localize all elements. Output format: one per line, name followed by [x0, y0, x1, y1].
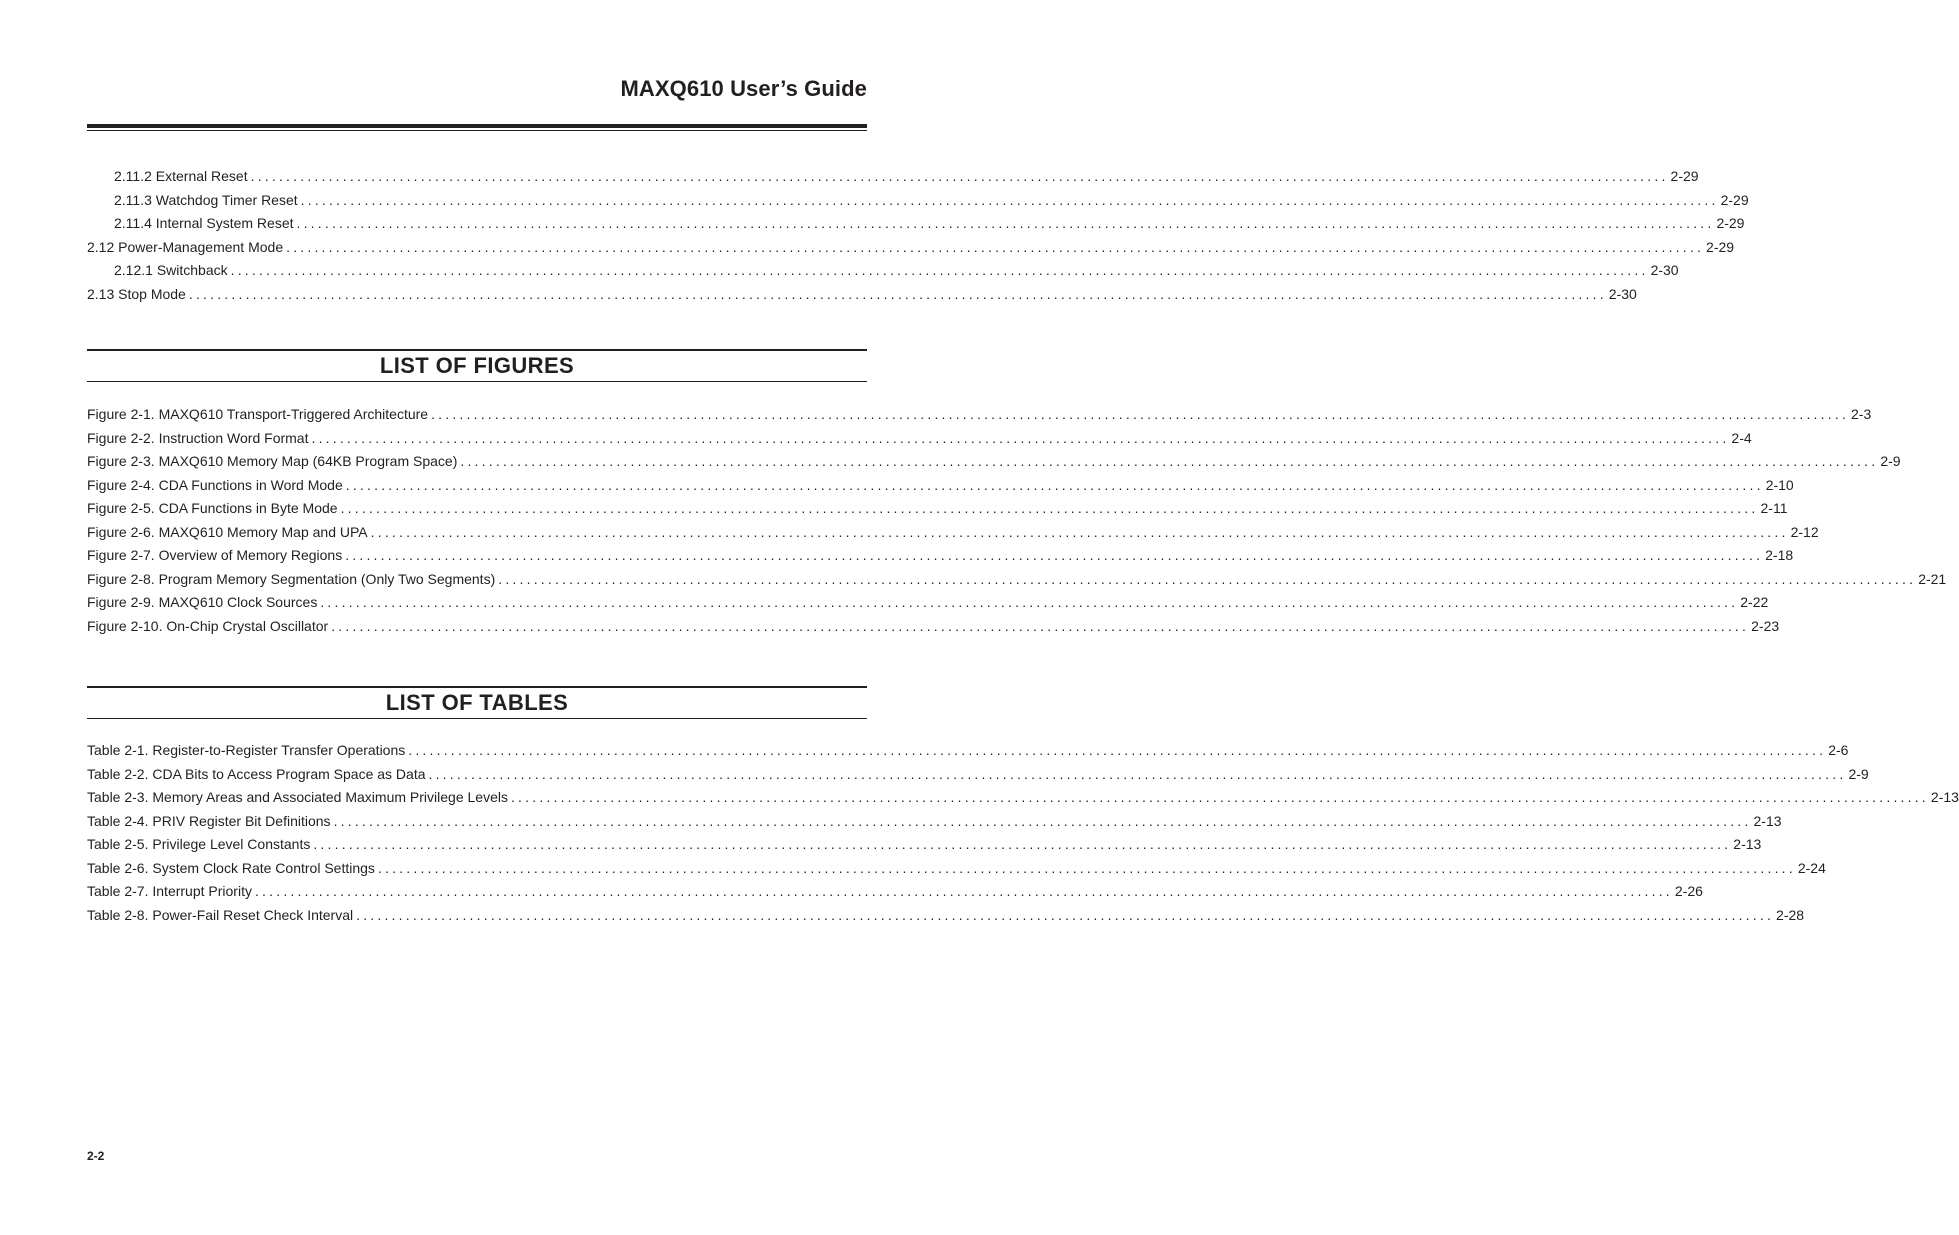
figure-entry-title: Figure 2-6. MAXQ610 Memory Map and UPA: [87, 523, 368, 540]
toc-entry-title: 2.11.4 Internal System Reset: [114, 215, 294, 231]
table-entry-title: Table 2-7. Interrupt Priority: [87, 883, 252, 899]
toc-dot-leader: ........................................................................................................................................................................................................: [313, 836, 1732, 852]
section-title: LIST OF FIGURES: [379, 353, 575, 378]
toc-entry[interactable]: [87, 189, 1749, 213]
toc-dot-leader: ........................................................................................................................................................................................................: [331, 617, 1750, 634]
toc-entry[interactable]: [87, 212, 1745, 236]
figure-entry-title: Figure 2-2. Instruction Word Format: [87, 429, 309, 446]
figure-entry[interactable]: [87, 497, 1788, 521]
list-of-figures-header: [87, 349, 867, 382]
figure-entry[interactable]: [87, 427, 1752, 451]
table-entry-title: Table 2-2. CDA Bits to Access Program Space as Data: [87, 765, 426, 782]
figure-entry-page: 2-12: [1790, 523, 1819, 540]
figure-entry-title: Figure 2-10. On-Chip Crystal Oscillator: [87, 617, 329, 634]
table-entry-title: Table 2-1. Register-to-Register Transfer Operations: [87, 742, 406, 758]
table-entry[interactable]: [87, 739, 1849, 763]
figure-entry-title: Figure 2-3. MAXQ610 Memory Map (64KB Program Space): [87, 453, 458, 469]
toc-entry-title: 2.12.1 Switchback: [114, 262, 228, 278]
list-of-tables-header: [87, 686, 867, 719]
figure-entry[interactable]: [87, 403, 1872, 427]
table-entry-title: Table 2-6. System Clock Rate Control Settings: [87, 859, 375, 876]
toc-dot-leader: ........................................................................................................................................................................................................: [377, 859, 1796, 876]
toc-dot-leader: ........................................................................................................................................................................................................: [296, 215, 1715, 231]
table-entry-title: Table 2-4. PRIV Register Bit Definitions: [87, 812, 331, 829]
figure-entry-page: 2-18: [1765, 547, 1794, 563]
title-rule-thin: [87, 130, 867, 131]
toc-dot-leader: ........................................................................................................................................................................................................: [188, 285, 1607, 302]
table-entry-page: 2-13: [1930, 789, 1959, 805]
title-rule: [87, 124, 867, 128]
toc-entry-page: 2-29: [1716, 215, 1745, 231]
table-entry-page: 2-9: [1848, 765, 1869, 782]
figure-entry[interactable]: [87, 591, 1769, 615]
toc-dot-leader: ........................................................................................................................................................................................................: [345, 476, 1764, 493]
table-entry[interactable]: [87, 810, 1782, 834]
toc-dot-leader: ........................................................................................................................................................................................................: [340, 500, 1759, 516]
figures-list: [87, 403, 1947, 638]
toc-dot-leader: ........................................................................................................................................................................................................: [250, 168, 1669, 184]
toc-entry[interactable]: [87, 283, 1637, 307]
toc-entry-page: 2-30: [1608, 285, 1637, 302]
figure-entry[interactable]: [87, 521, 1819, 545]
figure-entry-title: Figure 2-7. Overview of Memory Regions: [87, 547, 343, 563]
toc-dot-leader: ........................................................................................................................................................................................................: [408, 742, 1827, 758]
toc-entry-page: 2-29: [1720, 191, 1749, 208]
figure-entry-page: 2-21: [1918, 570, 1947, 587]
toc-entry[interactable]: [87, 236, 1735, 260]
table-entry-page: 2-26: [1674, 883, 1703, 899]
toc-dot-leader: ........................................................................................................................................................................................................: [498, 570, 1917, 587]
figure-entry[interactable]: [87, 544, 1794, 568]
table-entry-title: Table 2-3. Memory Areas and Associated Maximum Privilege Levels: [87, 789, 508, 805]
toc-dot-leader: ........................................................................................................................................................................................................: [300, 191, 1719, 208]
toc-entry-page: 2-29: [1706, 238, 1735, 255]
table-entry[interactable]: [87, 763, 1869, 787]
toc-entry-title: 2.11.3 Watchdog Timer Reset: [114, 191, 298, 208]
figure-entry-page: 2-23: [1751, 617, 1780, 634]
toc-entry[interactable]: [87, 259, 1679, 283]
figure-entry-page: 2-3: [1851, 406, 1872, 422]
table-entry[interactable]: [87, 857, 1826, 881]
toc-dot-leader: ........................................................................................................................................................................................................: [286, 238, 1705, 255]
figure-entry-page: 2-9: [1880, 453, 1901, 469]
figure-entry-page: 2-10: [1765, 476, 1794, 493]
tables-list: [87, 739, 1959, 927]
toc-entry-title: 2.12 Power-Management Mode: [87, 238, 284, 255]
toc-dot-leader: ........................................................................................................................................................................................................: [428, 765, 1847, 782]
toc-entry-title: 2.13 Stop Mode: [87, 285, 186, 302]
table-entry[interactable]: [87, 880, 1703, 904]
figure-entry-title: Figure 2-8. Program Memory Segmentation (Only Two Segments): [87, 570, 496, 587]
toc-dot-leader: ........................................................................................................................................................................................................: [345, 547, 1764, 563]
figure-entry[interactable]: [87, 474, 1794, 498]
figure-entry[interactable]: [87, 615, 1780, 639]
toc-dot-leader: ........................................................................................................................................................................................................: [510, 789, 1929, 805]
figure-entry[interactable]: [87, 568, 1947, 592]
figure-entry-page: 2-11: [1760, 500, 1788, 516]
toc-entry-page: 2-29: [1670, 168, 1699, 184]
toc-dot-leader: ........................................................................................................................................................................................................: [460, 453, 1879, 469]
toc-dot-leader: ........................................................................................................................................................................................................: [254, 883, 1673, 899]
figure-entry-title: Figure 2-1. MAXQ610 Transport-Triggered Architecture: [87, 406, 429, 422]
toc-dot-leader: ........................................................................................................................................................................................................: [333, 812, 1752, 829]
table-entry-page: 2-6: [1828, 742, 1849, 758]
toc-dot-leader: ........................................................................................................................................................................................................: [320, 594, 1739, 610]
page-number: 2-2: [87, 1149, 105, 1163]
toc-entry[interactable]: [87, 165, 1699, 189]
toc-entry-page: 2-30: [1650, 262, 1679, 278]
table-entry[interactable]: [87, 786, 1959, 810]
toc-dot-leader: ........................................................................................................................................................................................................: [431, 406, 1850, 422]
table-entry-page: 2-13: [1753, 812, 1782, 829]
toc-entry-title: 2.11.2 External Reset: [114, 168, 248, 184]
section-title: LIST OF TABLES: [385, 690, 569, 715]
toc-dot-leader: ........................................................................................................................................................................................................: [370, 523, 1789, 540]
figure-entry-page: 2-22: [1740, 594, 1769, 610]
toc-list: [87, 165, 1749, 306]
figure-entry-title: Figure 2-4. CDA Functions in Word Mode: [87, 476, 343, 493]
figure-entry-title: Figure 2-9. MAXQ610 Clock Sources: [87, 594, 318, 610]
table-entry[interactable]: [87, 833, 1762, 857]
figure-entry-title: Figure 2-5. CDA Functions in Byte Mode: [87, 500, 338, 516]
toc-dot-leader: ........................................................................................................................................................................................................: [230, 262, 1649, 278]
table-entry-page: 2-28: [1776, 906, 1805, 923]
table-entry-title: Table 2-5. Privilege Level Constants: [87, 836, 311, 852]
toc-dot-leader: ........................................................................................................................................................................................................: [311, 429, 1730, 446]
figure-entry[interactable]: [87, 450, 1901, 474]
table-entry-page: 2-13: [1733, 836, 1762, 852]
table-entry-title: Table 2-8. Power-Fail Reset Check Interval: [87, 906, 354, 923]
table-entry[interactable]: [87, 904, 1805, 928]
toc-dot-leader: ........................................................................................................................................................................................................: [356, 906, 1775, 923]
page-title: MAXQ610 User’s Guide: [620, 76, 867, 101]
table-entry-page: 2-24: [1797, 859, 1826, 876]
figure-entry-page: 2-4: [1731, 429, 1752, 446]
